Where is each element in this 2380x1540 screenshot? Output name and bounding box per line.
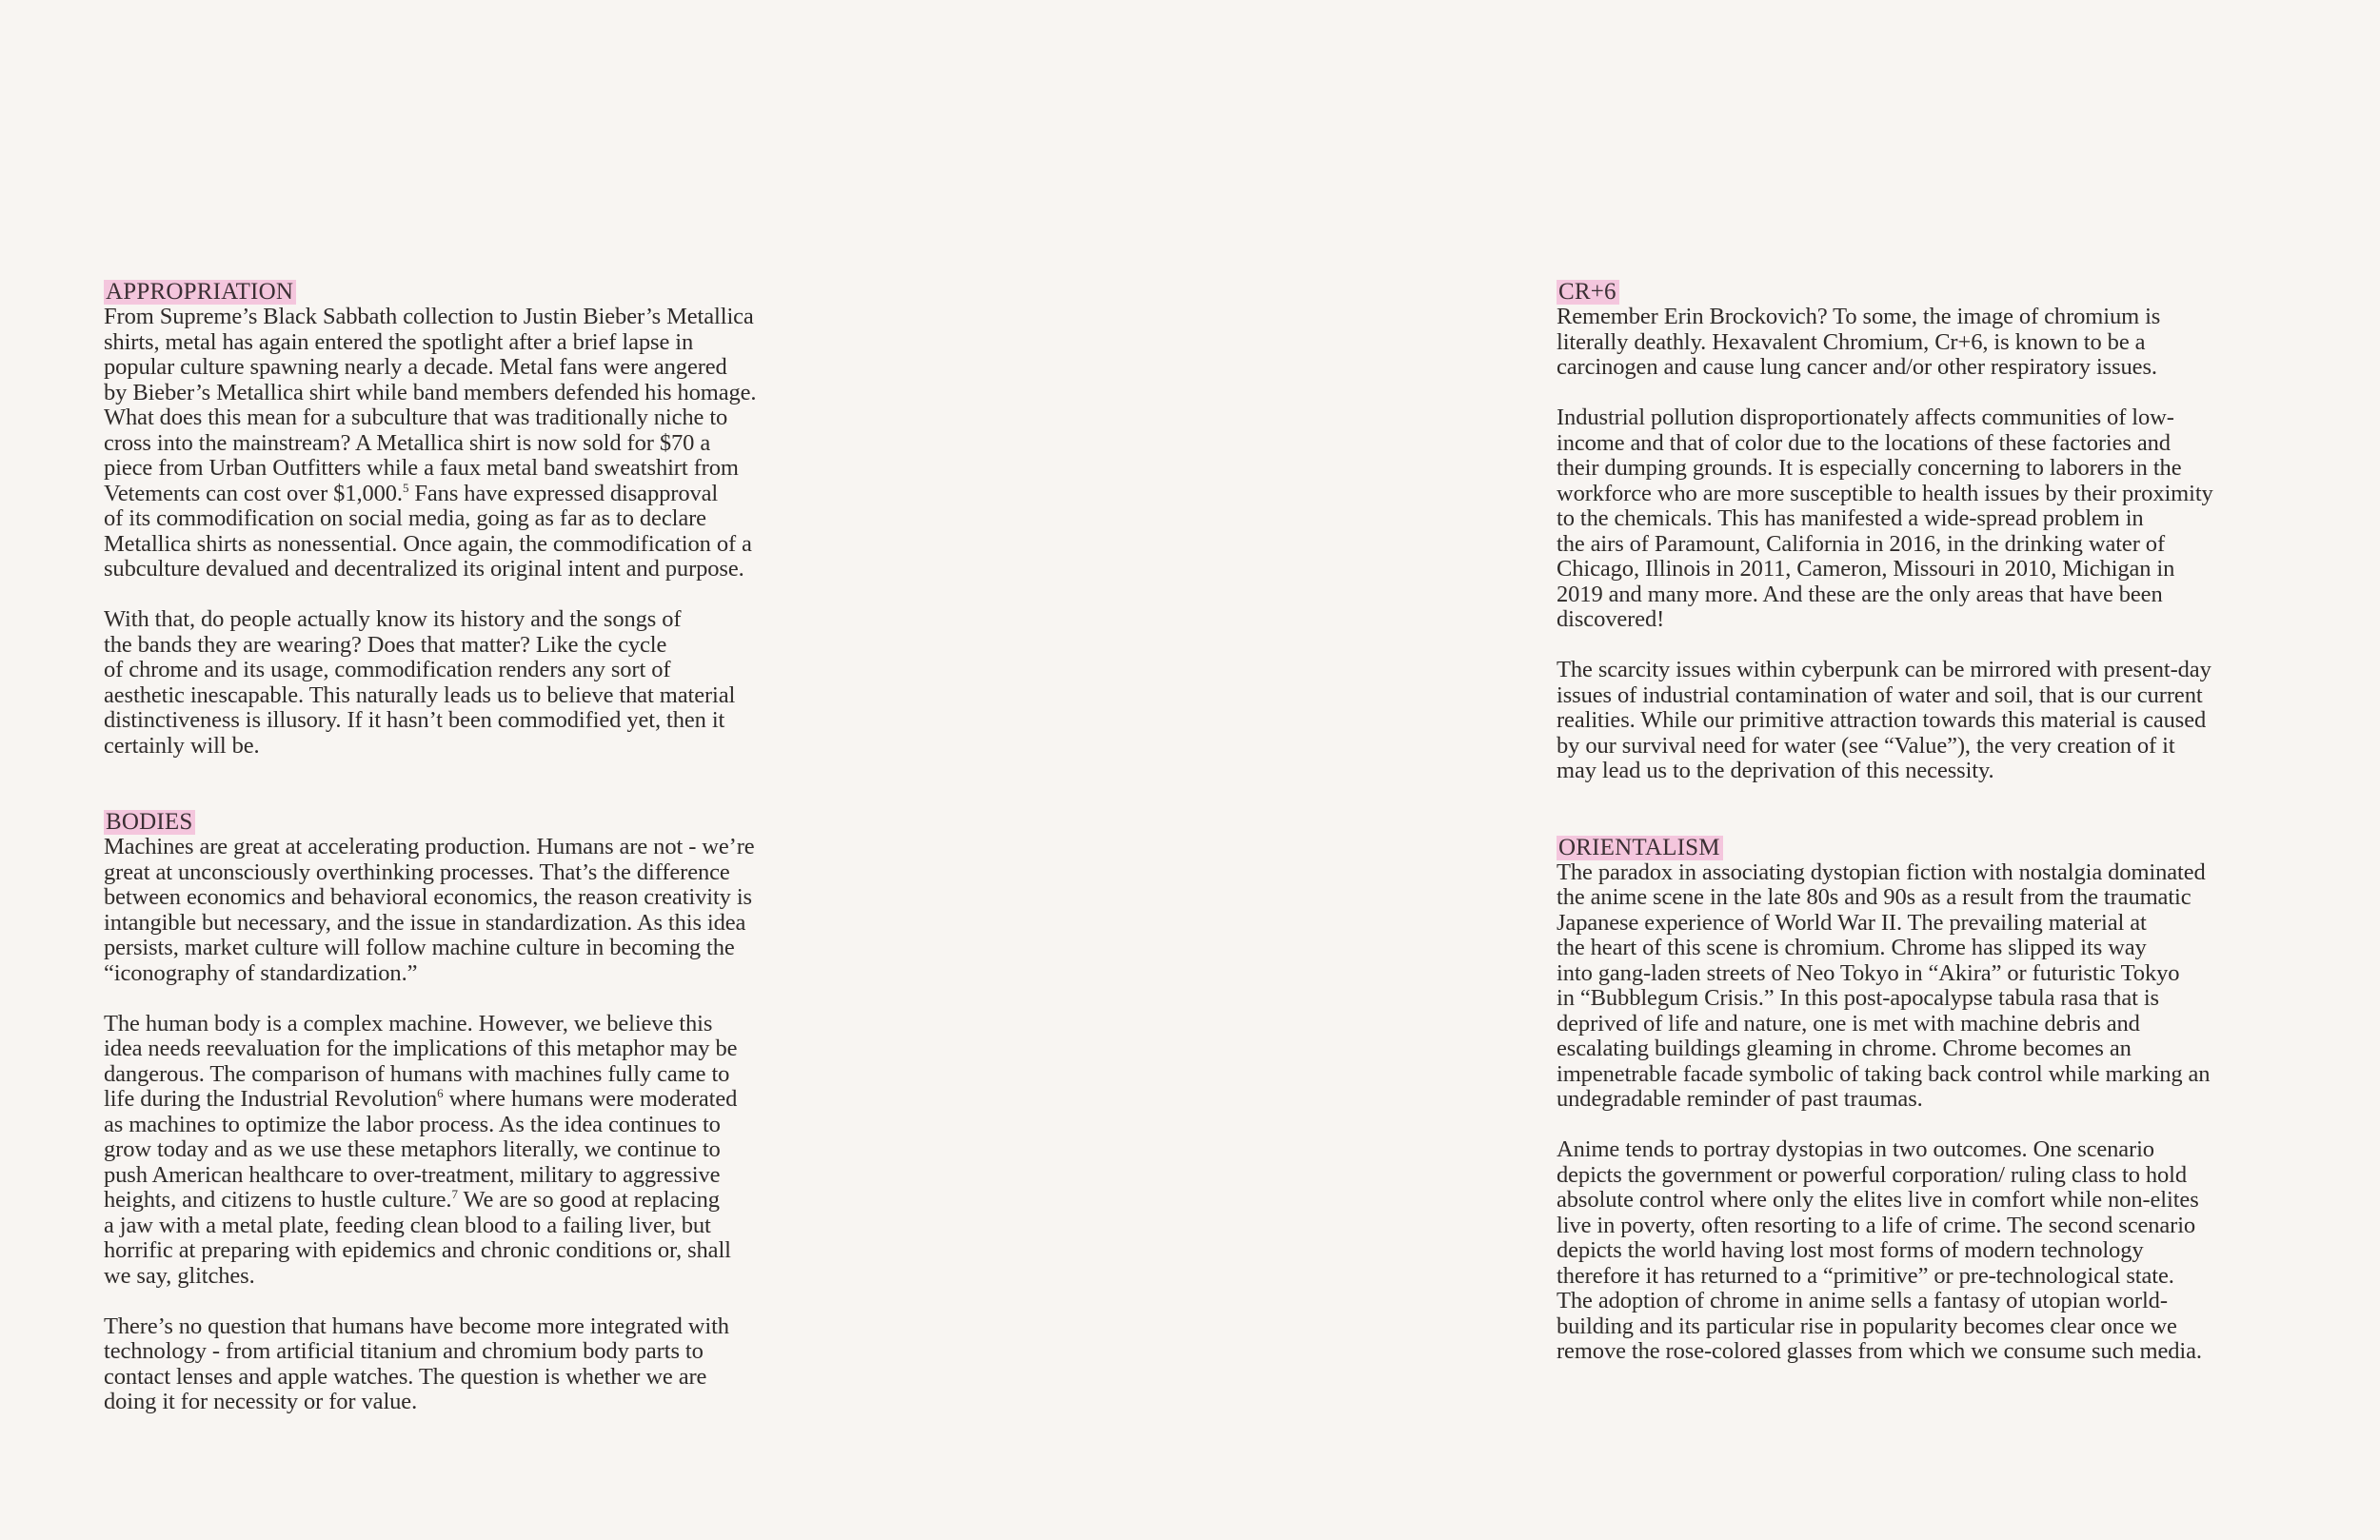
- paragraph-text: where humans were moderated as machines to optimize the labor process. As the idea continues to grow today and as we use these metaphors literally, we continue to push American healthcare to over-treatment, military to aggressive heights, and citizens to hustle culture.: [104, 1086, 738, 1213]
- footnote-marker: 5: [402, 480, 409, 495]
- section-orientalism: [1557, 836, 2290, 1365]
- right-column: [1557, 280, 2290, 1416]
- paragraph: The scarcity issues within cyberpunk can be mirrored with present-day issues of industrial contamination of water and soil, that is our current realities. While our primitive attraction towards this material is caused by our survival need for water (see “Value”), the very creation of it may lead us to the deprivation of this necessity.: [1557, 657, 2211, 783]
- paragraph: There’s no question that humans have become more integrated with technology - from artificial titanium and chromium body parts to contact lenses and apple watches. The question is whether we are doing it for necessity or for value.: [104, 1313, 729, 1414]
- section-appropriation: [104, 280, 837, 759]
- paragraph-text: We are so good at replacing a jaw with a metal plate, feeding clean blood to a failing liver, but horrific at preparing with epidemics and chronic conditions or, shall we say, glitches.: [104, 1187, 731, 1289]
- paragraph-text: From Supreme’s Black Sabbath collection to Justin Bieber’s Metallica shirts, metal has again entered the spotlight after a brief lapse in popular culture spawning nearly a decade. Metal fans were angered by Bieber’s Metallica shirt while band members defended his homage. What does this mean for a subculture that was traditionally niche to cross into the mainstream? A Metallica shirt is now sold for $70 a piece from Urban Outfitters while a faux metal band sweatshirt from Vetements can cost over $1,000.: [104, 304, 757, 506]
- section-bodies: [104, 810, 837, 1415]
- footnote-marker: 7: [451, 1186, 458, 1201]
- left-column: [104, 280, 837, 1467]
- section-heading-cr6: CR+6: [1557, 280, 1619, 305]
- paragraph: Industrial pollution disproportionately affects communities of low- income and that of color due to the locations of these factories and their dumping grounds. It is especially concerning to laborers in the workforce who are more susceptible to health issues by their proximity to the chemicals. This has manifested a wide-spread problem in the airs of Paramount, California in 2016, in the drinking water of Chicago, Illinois in 2011, Cameron, Missouri in 2010, Michigan in 2019 and many more. And these are the only areas that have been discovered!: [1557, 405, 2213, 632]
- paragraph: The paradox in associating dystopian fiction with nostalgia dominated the anime scene in the late 80s and 90s as a result from the traumatic Japanese experience of World War II. The prevailing material at the heart of this scene is chromium. Chrome has slipped its way into gang-laden streets of Neo Tokyo in “Akira” or futuristic Tokyo in “Bubblegum Crisis.” In this post-apocalypse tabula rasa that is deprived of life and nature, one is met with machine debris and escalating buildings gleaming in chrome. Chrome becomes an impenetrable facade symbolic of taking back control while marking an undegradable reminder of past traumas.: [1557, 859, 2211, 1112]
- paragraph-text: Fans have expressed disapproval of its commodification on social media, going as far as to declare Metallica shirts as nonessential. Once again, the commodification of a subculture devalued and decentralized its original intent and purpose.: [104, 480, 752, 582]
- paragraph-text: The human body is a complex machine. However, we believe this idea needs reevaluation for the implications of this metaphor may be dangerous. The comparison of humans with machines fully came to life during the Industrial Revolution: [104, 1010, 738, 1112]
- paragraph: Anime tends to portray dystopias in two outcomes. One scenario depicts the government or powerful corporation/ ruling class to hold absolute control where only the elites live in comfort while non-elites live in poverty, often resorting to a life of crime. The second scenario depicts the world having lost most forms of modern technology therefore it has returned to a “primitive” or pre-technological state. The adoption of chrome in anime sells a fantasy of utopian world- building and its particular rise in popularity becomes clear once we remove the rose-colored glasses from which we consume such media.: [1557, 1136, 2202, 1364]
- paragraph: [104, 1012, 837, 1290]
- paragraph: Remember Erin Brockovich? To some, the image of chromium is literally deathly. Hexavalent Chromium, Cr+6, is known to be a carcinogen and cause lung cancer and/or other respiratory issues.: [1557, 304, 2161, 380]
- section-heading-orientalism: ORIENTALISM: [1557, 836, 1723, 860]
- section-heading-appropriation: APPROPRIATION: [104, 280, 296, 305]
- section-heading-bodies: BODIES: [104, 810, 195, 835]
- section-cr6: [1557, 280, 2290, 784]
- paragraph: With that, do people actually know its history and the songs of the bands they are wearing? Does that matter? Like the cycle of chrome and its usage, commodification renders any sort of aesthetic inescapable. This naturally leads us to believe that material distinctiveness is illusory. If it hasn’t been commodified yet, then it certainly will be.: [104, 606, 736, 759]
- footnote-marker: 6: [437, 1085, 444, 1100]
- paragraph: Machines are great at accelerating production. Humans are not - we’re great at unconsciously overthinking processes. That’s the difference between economics and behavioral economics, the reason creativity is intangible but necessary, and the issue in standardization. As this idea persists, market culture will follow machine culture in becoming the “iconography of standardization.”: [104, 834, 755, 986]
- paragraph: [104, 305, 837, 582]
